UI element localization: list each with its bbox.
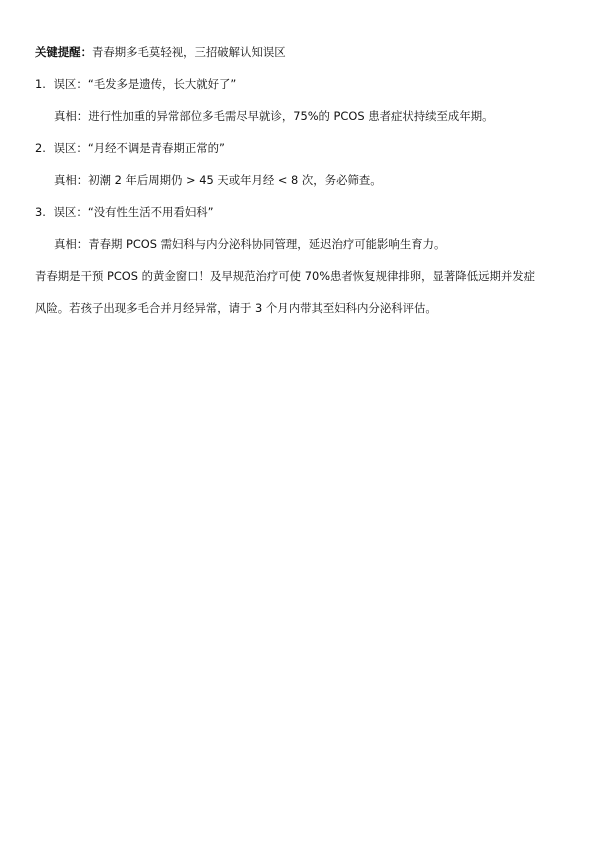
myth-3-number: 3. (35, 205, 46, 219)
truth-1-line (54, 108, 494, 124)
myth-1-number: 1. (35, 77, 46, 91)
myth-1-line (35, 76, 236, 92)
myth-2-line (35, 140, 225, 156)
truth-2-line (54, 172, 382, 188)
truth-1-text: 进行性加重的异常部位多毛需尽早就诊，75%的 PCOS 患者症状持续至成年期。 (88, 109, 494, 123)
myth-1-label: 误区： (53, 77, 88, 91)
truth-1-label: 真相： (54, 109, 89, 123)
truth-2-label: 真相： (54, 173, 89, 187)
key-tip-text: 青春期多毛莫轻视，三招破解认知误区 (91, 45, 286, 59)
key-tip-label: 关键提醒： (35, 45, 92, 59)
truth-2-text: 初潮 2 年后周期仍 > 45 天或年月经 < 8 次，务必筛查。 (88, 173, 382, 187)
truth-3-text: 青春期 PCOS 需妇科与内分泌科协同管理，延迟治疗可能影响生育力。 (88, 237, 446, 251)
myth-2-text: “月经不调是青春期正常的” (87, 141, 225, 155)
conclusion-line-1: 青春期是干预 PCOS 的黄金窗口！及早规范治疗可使 70%患者恢复规律排卵，显著降低远期并发症 (35, 269, 536, 283)
myth-1-text: “毛发多是遗传，长大就好了” (87, 77, 237, 91)
conclusion-line-2: 风险。若孩子出现多毛合并月经异常，请于 3 个月内带其至妇科内分泌科评估。 (35, 301, 437, 315)
truth-3-line (54, 236, 445, 252)
myth-2-number: 2. (35, 141, 46, 155)
myth-2-label: 误区： (53, 141, 88, 155)
myth-3-line (35, 204, 214, 220)
truth-3-label: 真相： (54, 237, 89, 251)
myth-3-text: “没有性生活不用看妇科” (87, 205, 214, 219)
key-tip-line (35, 44, 286, 60)
myth-3-label: 误区： (53, 205, 88, 219)
